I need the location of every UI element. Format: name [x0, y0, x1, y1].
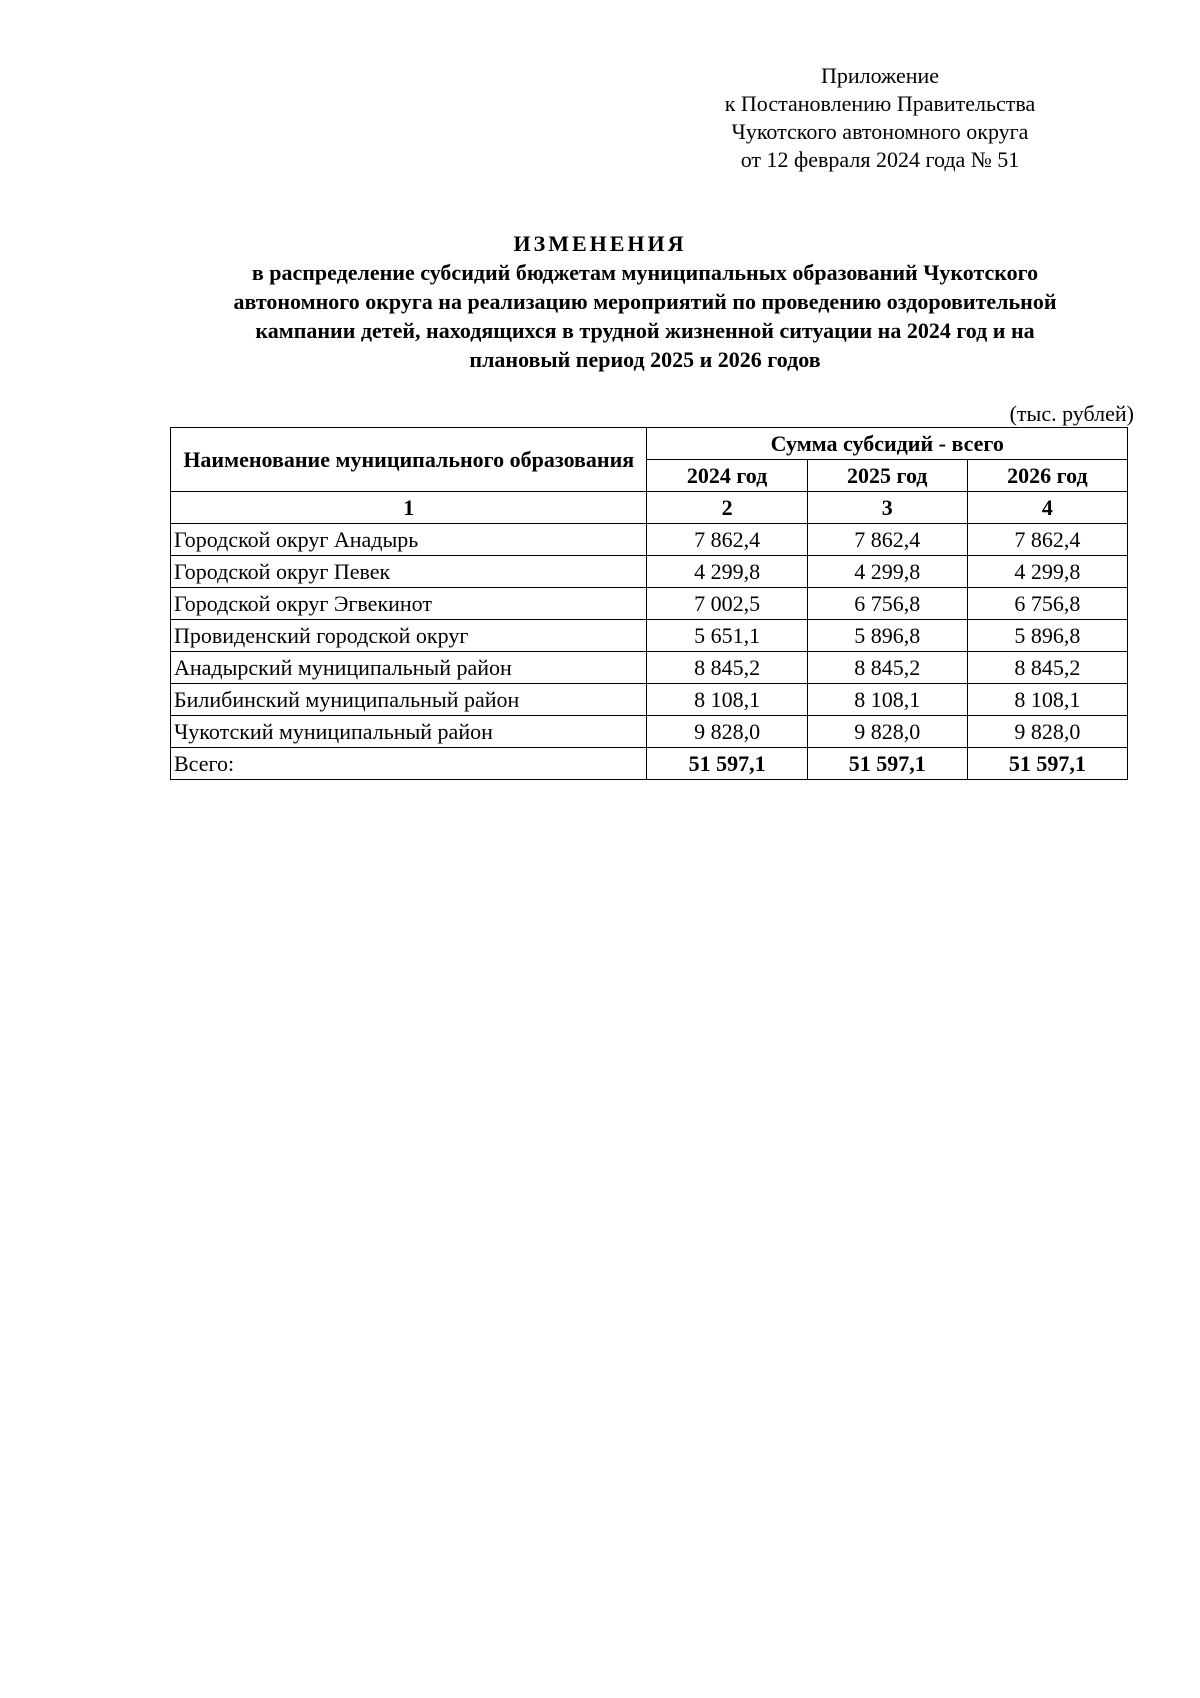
subtitle-line: кампании детей, находящихся в трудной жизненной ситуации на 2024 год и на: [255, 318, 1035, 343]
units-label: (тыс. рублей): [1009, 401, 1134, 426]
column-number: 2: [647, 492, 807, 524]
value-2025: 8 108,1: [807, 684, 967, 716]
municipality-name: Городской округ Эгвекинот: [171, 588, 647, 620]
value-2024: 4 299,8: [647, 556, 807, 588]
subtitle-line: автономного округа на реализацию мероприятий по проведению оздоровительной: [233, 289, 1057, 314]
value-2026: 9 828,0: [967, 716, 1127, 748]
header-municipality: Наименование муниципального образования: [171, 428, 647, 492]
subsidies-table: [170, 427, 1128, 780]
column-number: 4: [967, 492, 1127, 524]
value-2024: 7 862,4: [647, 524, 807, 556]
subtitle-line: плановый период 2025 и 2026 годов: [469, 347, 821, 372]
value-2024: 9 828,0: [647, 716, 807, 748]
column-number: 1: [171, 492, 647, 524]
document-title: ИЗМЕНЕНИЯ: [513, 231, 687, 256]
value-2025: 7 862,4: [807, 524, 967, 556]
value-2025: 5 896,8: [807, 620, 967, 652]
total-2024: 51 597,1: [647, 748, 807, 780]
value-2026: 4 299,8: [967, 556, 1127, 588]
header-year-2026: 2026 год: [967, 460, 1127, 492]
table-row: [171, 684, 1128, 716]
header-row: [171, 428, 1128, 460]
appendix-line: от 12 февраля 2024 года № 51: [740, 147, 1020, 172]
total-row: [171, 748, 1128, 780]
column-number: 3: [807, 492, 967, 524]
value-2026: 8 108,1: [967, 684, 1127, 716]
value-2026: 8 845,2: [967, 652, 1127, 684]
table-row: [171, 620, 1128, 652]
appendix-line: Чукотского автономного округа: [731, 119, 1029, 144]
table-row: [171, 588, 1128, 620]
municipality-name: Билибинский муниципальный район: [171, 684, 647, 716]
total-2025: 51 597,1: [807, 748, 967, 780]
total-label: Всего:: [171, 748, 647, 780]
municipality-name: Городской округ Анадырь: [171, 524, 647, 556]
total-2026: 51 597,1: [967, 748, 1127, 780]
value-2024: 8 845,2: [647, 652, 807, 684]
column-numbers-row: [171, 492, 1128, 524]
municipality-name: Провиденский городской округ: [171, 620, 647, 652]
value-2025: 4 299,8: [807, 556, 967, 588]
value-2026: 6 756,8: [967, 588, 1127, 620]
header-sum-total: Сумма субсидий - всего: [647, 428, 1128, 460]
value-2026: 5 896,8: [967, 620, 1127, 652]
municipality-name: Чукотский муниципальный район: [171, 716, 647, 748]
value-2024: 7 002,5: [647, 588, 807, 620]
appendix-line: к Постановлению Правительства: [724, 91, 1036, 116]
municipality-name: Анадырский муниципальный район: [171, 652, 647, 684]
appendix-reference: [690, 62, 1070, 174]
value-2025: 6 756,8: [807, 588, 967, 620]
table-row: [171, 556, 1128, 588]
value-2025: 8 845,2: [807, 652, 967, 684]
table-row: [171, 716, 1128, 748]
table-row: [171, 524, 1128, 556]
table-row: [171, 652, 1128, 684]
value-2026: 7 862,4: [967, 524, 1127, 556]
value-2024: 5 651,1: [647, 620, 807, 652]
value-2024: 8 108,1: [647, 684, 807, 716]
header-year-2025: 2025 год: [807, 460, 967, 492]
document-subtitle: [160, 258, 1130, 374]
value-2025: 9 828,0: [807, 716, 967, 748]
municipality-name: Городской округ Певек: [171, 556, 647, 588]
header-year-2024: 2024 год: [647, 460, 807, 492]
subtitle-line: в распределение субсидий бюджетам муниципальных образований Чукотского: [251, 260, 1039, 285]
appendix-line: Приложение: [820, 63, 940, 88]
